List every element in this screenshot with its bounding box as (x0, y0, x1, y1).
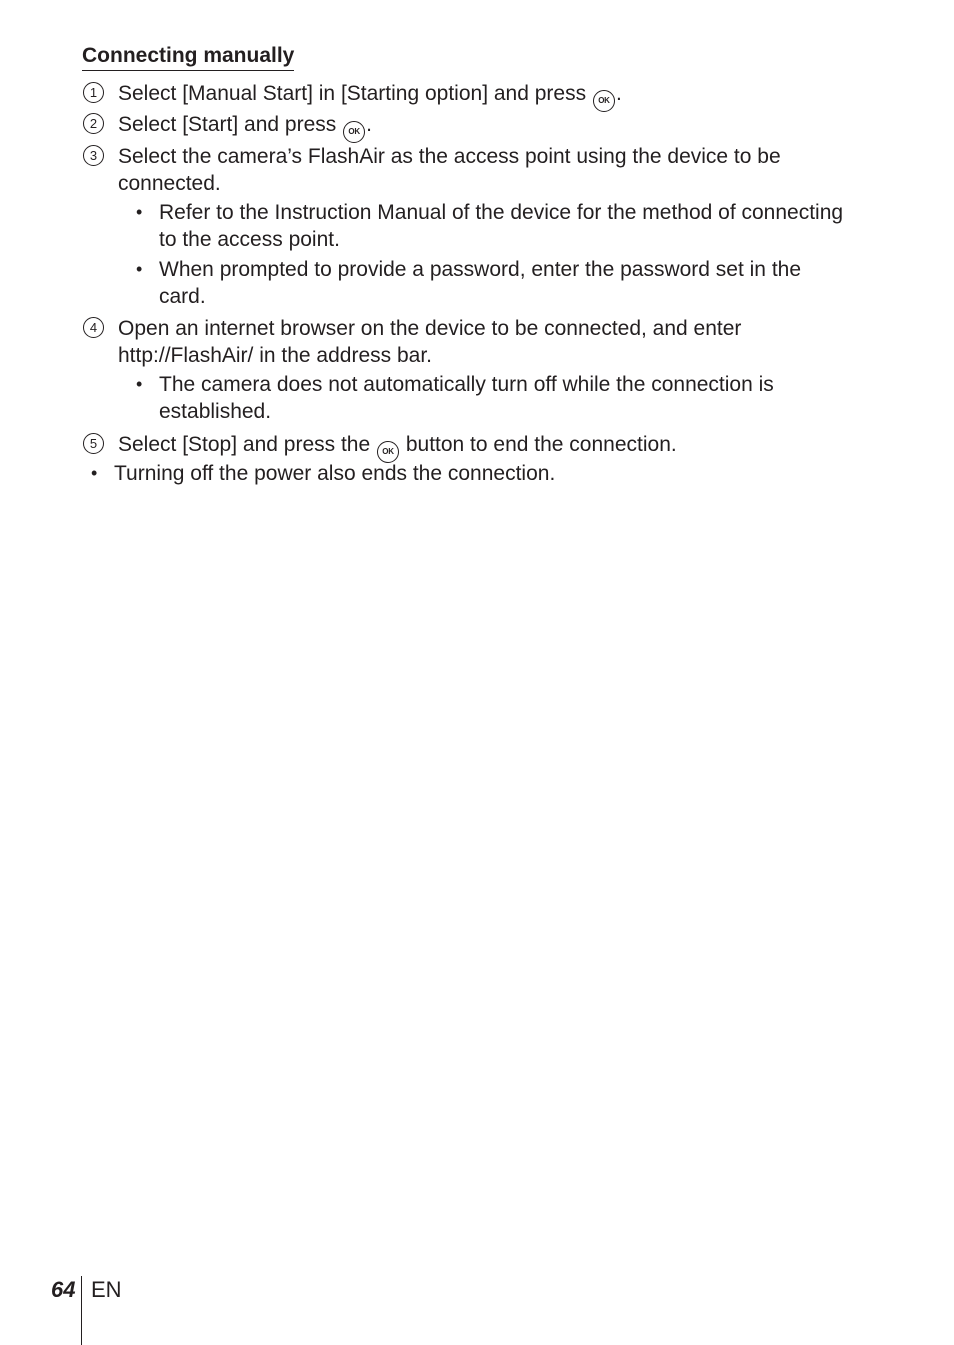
step-4-line-1: Open an internet browser on the device to be connected, and enter (118, 317, 742, 340)
footer-divider (81, 1276, 82, 1345)
ok-button-icon: OK (377, 441, 399, 463)
section-title: Connecting manually (82, 43, 294, 71)
step-number-3: 3 (83, 145, 104, 166)
bullet-marker: • (136, 374, 143, 394)
bullet-marker: • (136, 259, 143, 279)
step-4-bullet-1-line-2: established. (159, 400, 272, 423)
step-3-bullet-1-line-2: to the access point. (159, 228, 340, 251)
step-3-line-1: Select the camera’s FlashAir as the access point using the device to be (118, 145, 781, 168)
step-3-line-2: connected. (118, 172, 221, 195)
step-5-text (118, 431, 677, 463)
note-text: Turning off the power also ends the connection. (114, 462, 556, 485)
step-2-text-a: Select [Start] and press (118, 113, 343, 136)
page-number: 64 (51, 1277, 76, 1302)
step-1-text-a: Select [Manual Start] in [Starting option] and press (118, 82, 592, 105)
note-bullet-marker: • (91, 463, 98, 483)
step-5-text-a: Select [Stop] and press the (118, 433, 376, 456)
step-3-bullet-2-line-2: card. (159, 285, 206, 308)
step-1-text-b: . (615, 82, 622, 105)
step-3-bullet-1-line-1: Refer to the Instruction Manual of the device for the method of connecting (159, 201, 844, 224)
step-5-text-b: button to end the connection. (400, 433, 677, 456)
step-1-text (118, 80, 622, 112)
step-number-2: 2 (83, 113, 104, 134)
step-3-bullet-2-line-1: When prompted to provide a password, enter the password set in the (159, 258, 802, 281)
step-number-5: 5 (83, 433, 104, 454)
step-number-4: 4 (83, 317, 104, 338)
step-4-line-2: http://FlashAir/ in the address bar. (118, 344, 432, 367)
ok-button-icon: OK (343, 121, 365, 143)
bullet-marker: • (136, 202, 143, 222)
language-label: EN (91, 1277, 122, 1302)
ok-button-icon: OK (593, 90, 615, 112)
step-2-text-b: . (366, 113, 372, 136)
step-number-1: 1 (83, 82, 104, 103)
step-4-bullet-1-line-1: The camera does not automatically turn off while the connection is (159, 373, 774, 396)
step-2-text (118, 111, 372, 143)
